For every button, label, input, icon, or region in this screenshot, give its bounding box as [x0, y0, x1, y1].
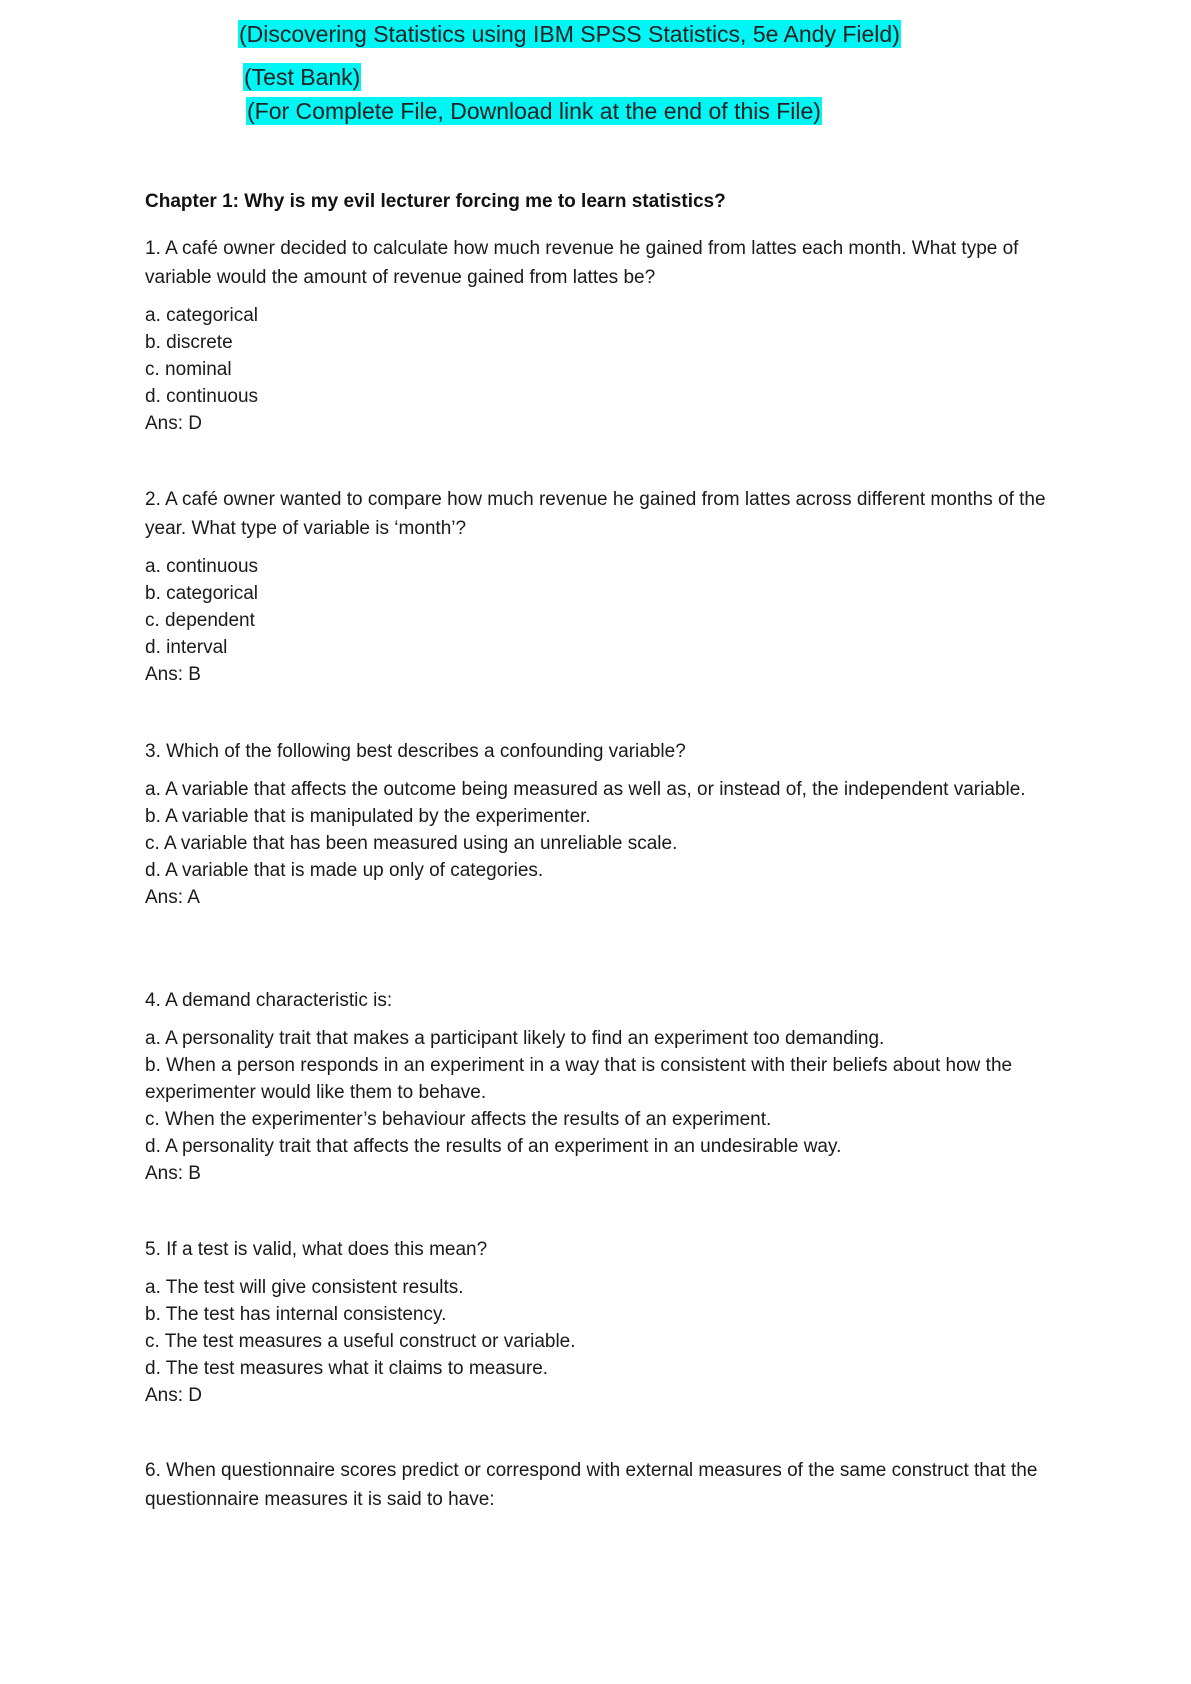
question-3	[145, 737, 1065, 911]
answer: Ans: B	[145, 1163, 201, 1184]
answer: Ans: B	[145, 664, 201, 685]
option-a: a. A personality trait that makes a participant likely to find an experiment too demanding.	[145, 1028, 885, 1049]
question-text: 2. A café owner wanted to compare how much revenue he gained from lattes across different months of the year. What type of variable is ‘month’?	[145, 489, 1046, 539]
header-test-bank-line: (Test Bank)	[244, 64, 361, 90]
option-d: d. The test measures what it claims to measure.	[145, 1358, 549, 1379]
question-4	[145, 986, 1065, 1187]
question-text: 5. If a test is valid, what does this mean?	[145, 1239, 488, 1260]
question-2	[145, 485, 1065, 688]
option-c: c. dependent	[145, 610, 255, 631]
option-b: b. A variable that is manipulated by the experimenter.	[145, 806, 591, 827]
options-list	[145, 1025, 1065, 1187]
header-download-note: (For Complete File, Download link at the end of this File)	[247, 98, 821, 124]
question-6	[145, 1456, 1065, 1514]
options-list	[145, 302, 1065, 437]
option-b: b. discrete	[145, 332, 233, 353]
question-1	[145, 234, 1065, 437]
options-list	[145, 776, 1065, 911]
option-d: d. A variable that is made up only of categories.	[145, 860, 544, 881]
option-a: a. continuous	[145, 556, 259, 577]
header-title-line: (Discovering Statistics using IBM SPSS Statistics, 5e Andy Field)	[239, 21, 900, 47]
options-list	[145, 553, 1065, 688]
option-c: c. When the experimenter’s behaviour affects the results of an experiment.	[145, 1109, 772, 1130]
option-d: d. interval	[145, 637, 228, 658]
option-b: b. When a person responds in an experiment in a way that is consistent with their beliefs about how the experimenter would like them to behave.	[145, 1055, 1013, 1103]
option-c: c. A variable that has been measured using an unreliable scale.	[145, 833, 678, 854]
question-text: 4. A demand characteristic is:	[145, 990, 393, 1011]
option-a: a. The test will give consistent results.	[145, 1277, 464, 1298]
option-d: d. A personality trait that affects the results of an experiment in an undesirable way.	[145, 1136, 842, 1157]
option-b: b. categorical	[145, 583, 259, 604]
option-d: d. continuous	[145, 386, 259, 407]
chapter-title: Chapter 1: Why is my evil lecturer forcing me to learn statistics?	[145, 191, 726, 212]
answer: Ans: D	[145, 1385, 203, 1406]
answer: Ans: D	[145, 413, 203, 434]
question-text: 3. Which of the following best describes a confounding variable?	[145, 741, 686, 762]
option-a: a. categorical	[145, 305, 259, 326]
option-c: c. The test measures a useful construct or variable.	[145, 1331, 576, 1352]
options-list	[145, 1274, 1065, 1409]
question-text: 1. A café owner decided to calculate how much revenue he gained from lattes each month. What type of variable would the amount of revenue gained from lattes be?	[145, 238, 1019, 288]
option-a: a. A variable that affects the outcome being measured as well as, or instead of, the independent variable.	[145, 779, 1026, 800]
question-text: 6. When questionnaire scores predict or correspond with external measures of the same construct that the questionnaire measures it is said to have:	[145, 1460, 1038, 1510]
answer: Ans: A	[145, 887, 200, 908]
question-5	[145, 1235, 1065, 1409]
option-c: c. nominal	[145, 359, 232, 380]
option-b: b. The test has internal consistency.	[145, 1304, 447, 1325]
